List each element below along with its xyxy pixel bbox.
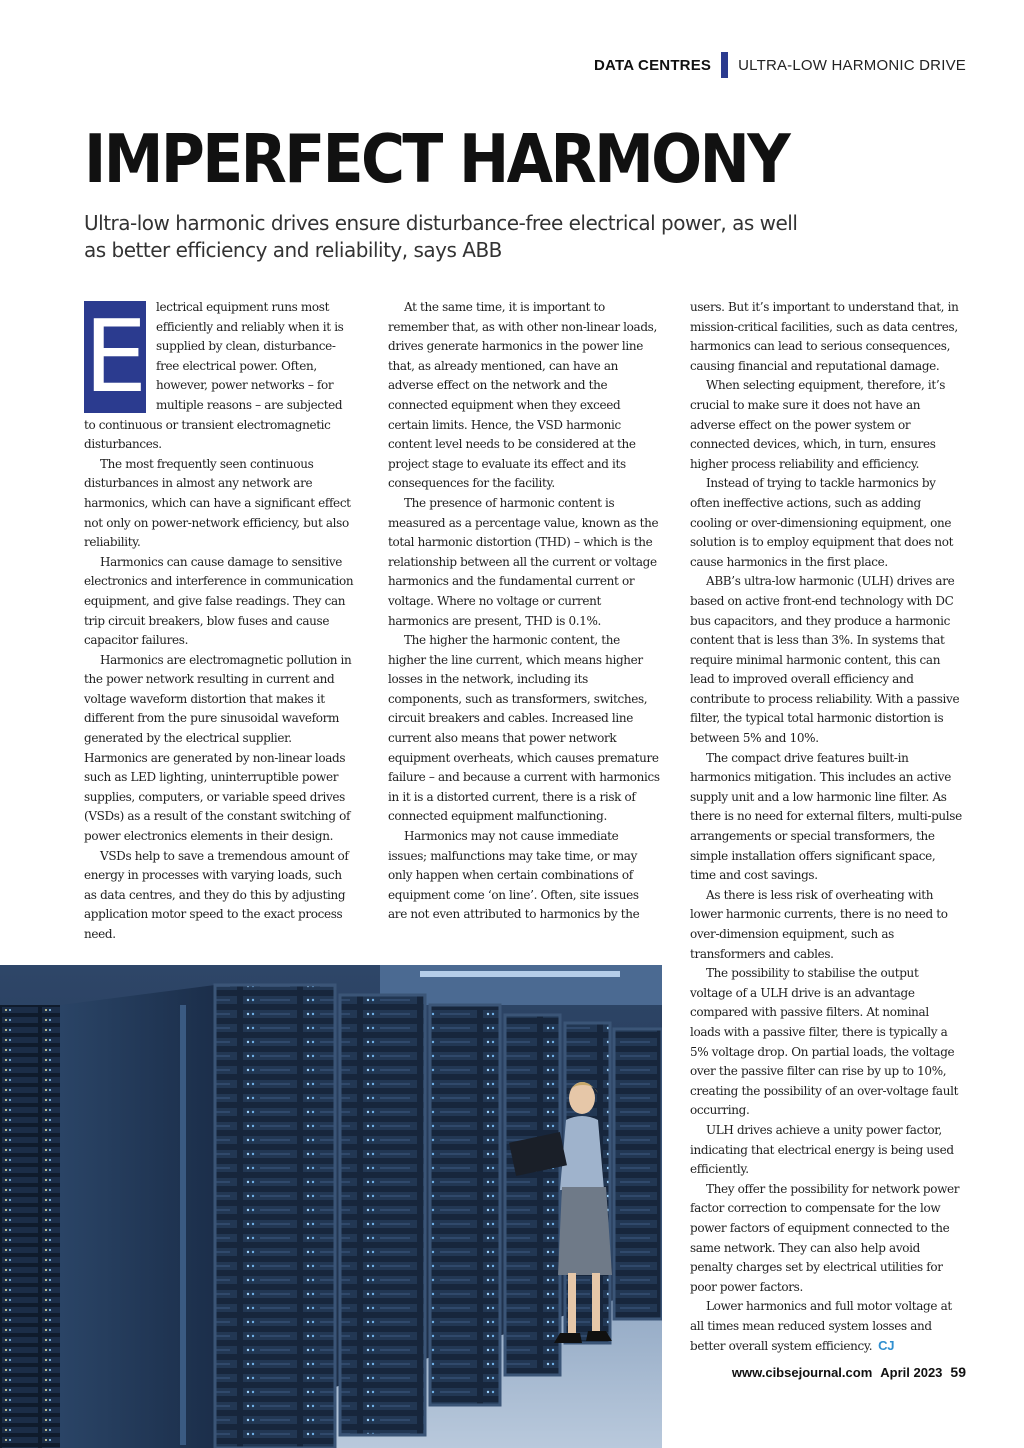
paragraph: At the same time, it is important to remember that, as with other non-linear loads, drives generate harmonics in the power line that, as already mentioned, can have an adverse effect on the network and the connected equipment when they exceed certain limits. Hence, the VSD harmonic content level needs to be considered at the project stage to evaluate its effect and its consequences for the facility. bbox=[388, 300, 657, 491]
paragraph: Harmonics can cause damage to sensitive electronics and interference in communication equipment, and give false readings. They can trip circuit breakers, blow fuses and cause capacitor failures. bbox=[84, 554, 354, 648]
paragraph-last bbox=[690, 1297, 962, 1357]
paragraph: ABB’s ultra-low harmonic (ULH) drives are based on active front-end technology with DC bus capacitors, and they produce a harmonic content that is less than 3%. In systems that require minimal harmonic content, this can lead to improved overall efficiency and contribute to process reliability. With a passive filter, the typical total harmonic distortion is between 5% and 10%. bbox=[690, 574, 960, 746]
standfirst: Ultra-low harmonic drives ensure disturbance-free electrical power, as well as better efficiency and reliability, says ABB bbox=[84, 211, 798, 262]
paragraph: ULH drives achieve a unity power factor, indicating that electrical energy is being used efficiently. bbox=[690, 1122, 954, 1177]
paragraph: When selecting equipment, therefore, it’s crucial to make sure it does not have an adverse effect on the power system or connected devices, which, in turn, ensures higher process reliability and efficiency. bbox=[690, 378, 946, 471]
article-column-2 bbox=[388, 298, 660, 925]
signoff-mark: CJ bbox=[878, 1338, 895, 1354]
article-column-1 bbox=[84, 298, 356, 945]
paragraph: Harmonics may not cause immediate issues; malfunctions may take time, or may only happen when certain combinations of equipment come ‘on line’. Often, site issues are not even attributed to harmonics by the bbox=[388, 829, 640, 922]
paragraph: The most frequently seen continuous disturbances in almost any network are harmonics, which can have a significant effect not only on power-network efficiency, but also reliability. bbox=[84, 456, 351, 550]
paragraph: Harmonics are electromagnetic pollution in the power network resulting in current and voltage waveform distortion that makes it different from the pure sinusoidal waveform generated by the electrical supplier. Harmonics are generated by non-linear loads such as LED lighting, uninterruptible power supplies, computers, or variable speed drives (VSDs) as a result of the constant switching of power electronics elements in their design. bbox=[84, 652, 352, 844]
data-centre-photo bbox=[0, 965, 662, 1448]
paragraph: lectrical equipment runs most efficiently and reliably when it is supplied by clean, disturbance-free electrical power. Often, however, power networks – for multiple reasons – are subjected to continuous or transient electromagnetic disturbances. bbox=[84, 300, 344, 452]
paragraph-text: Lower harmonics and full motor voltage at all times mean reduced system losses and better overall system efficiency. bbox=[690, 1299, 952, 1354]
paragraph: The presence of harmonic content is measured as a percentage value, known as the total harmonic distortion (THD) – which is the relationship between all the current or voltage harmonics and the fundamental current or voltage. Where no voltage or current harmonics are present, THD is 0.1%. bbox=[388, 495, 659, 628]
paragraph: They offer the possibility for network power factor correction to compensate for the low power factors of equipment connected to the same network. They can also help avoid penalty charges set by electrical utilities for poor power factors. bbox=[690, 1181, 960, 1294]
section-divider-bar bbox=[721, 52, 728, 78]
headline: IMPERFECT HARMONY bbox=[84, 120, 789, 199]
paragraph: The compact drive features built-in harmonics mitigation. This includes an active supply unit and a low harmonic line filter. As there is no need for external filters, multi-pulse arrangements or special transformers, the simple installation offers significant space, time and cost savings. bbox=[690, 750, 962, 883]
dropcap: E bbox=[84, 298, 147, 415]
running-head bbox=[594, 52, 966, 78]
footer-url: www.cibsejournal.com bbox=[731, 1365, 873, 1380]
section-label: DATA CENTRES bbox=[594, 56, 712, 74]
page-number: 59 bbox=[950, 1364, 966, 1380]
paragraph: The higher the harmonic content, the higher the line current, which means higher losses in the network, including its components, such as transformers, switches, circuit breakers and cables. Increased line current also means that power network equipment overheats, which causes premature failure – and because a current with harmonics in it is a distorted current, there is a risk of connected equipment malfunctioning. bbox=[388, 633, 660, 824]
paragraph: Instead of trying to tackle harmonics by often ineffective actions, such as adding cooling or over-dimensioning equipment, one solution is to employ equipment that does not cause harmonics in the first place. bbox=[690, 476, 954, 569]
paragraph: users. But it’s important to understand that, in mission-critical facilities, such as data centres, harmonics can lead to serious consequences, causing financial and reputational damage. bbox=[690, 300, 959, 373]
paragraph: As there is less risk of overheating with lower harmonic currents, there is no need to over-dimension equipment, such as transformers and cables. bbox=[690, 887, 948, 961]
footer-date: April 2023 bbox=[880, 1365, 943, 1380]
paragraph: The possibility to stabilise the output voltage of a ULH drive is an advantage compared with passive filters. At nominal loads with a passive filter, there is typically a 5% voltage drop. On partial loads, the voltage over the passive filter can rise by up to 10%, creating the possibility of an over-voltage fault occurring. bbox=[690, 966, 959, 1118]
page-footer bbox=[732, 1364, 966, 1380]
article-column-3 bbox=[690, 298, 962, 1357]
topic-label: ULTRA-LOW HARMONIC DRIVE bbox=[738, 56, 966, 74]
paragraph: VSDs help to save a tremendous amount of energy in processes with varying loads, such as data centres, and they do this by adjusting application motor speed to the exact process need. bbox=[84, 848, 349, 941]
